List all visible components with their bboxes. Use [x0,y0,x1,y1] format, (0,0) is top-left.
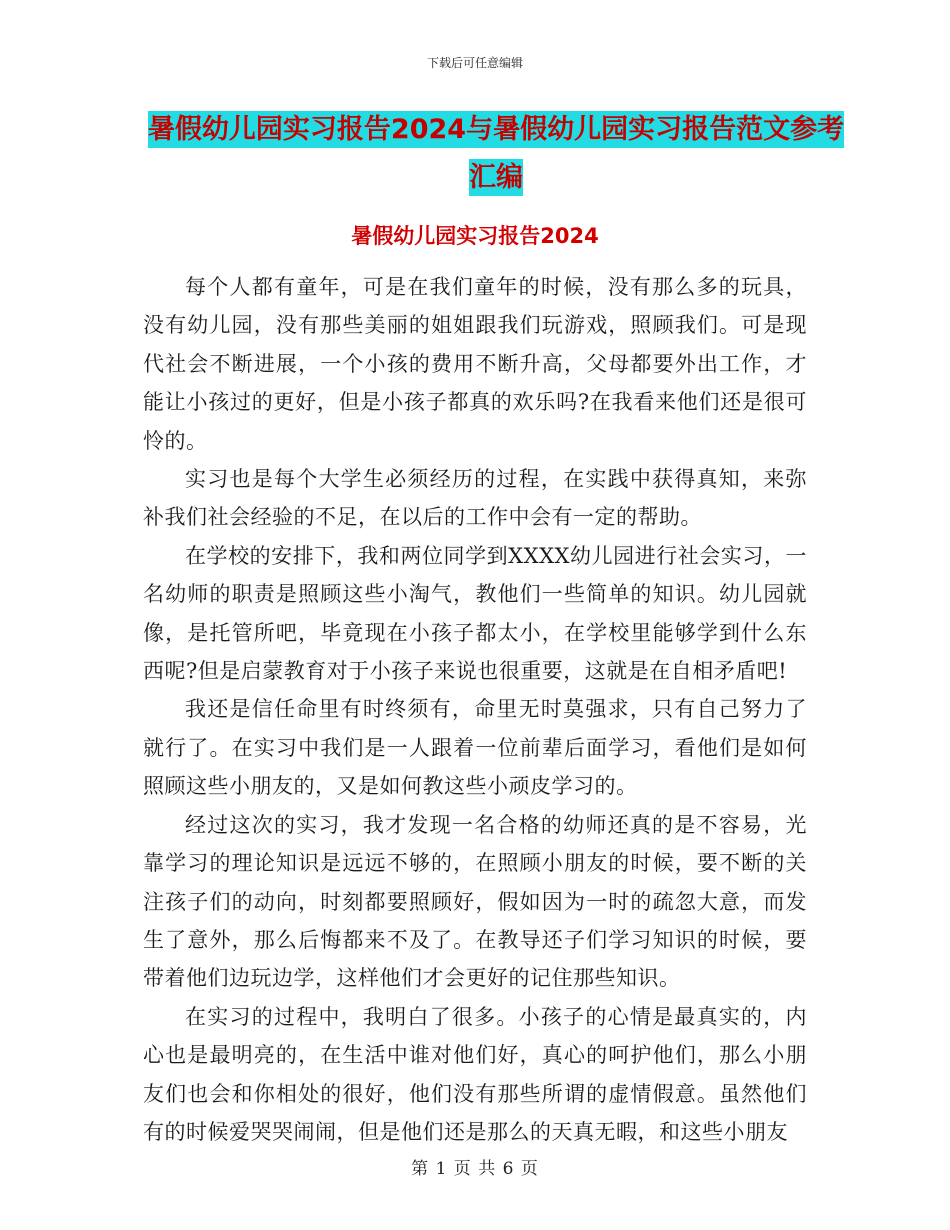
body-text [143,268,807,1151]
section-title: 暑假幼儿园实习报告2024 [351,224,599,248]
paragraph: 在实习的过程中，我明白了很多。小孩子的心情是最真实的，内心也是最明亮的，在生活中谁对他们好，真心的呵护他们，那么小朋友们也会和你相处的很好，他们没有那些所谓的虚情假意。虽然他们有的时候爱哭哭闹闹，但是他们还是那么的天真无暇，和这些小朋友 [143,1004,807,1144]
document-title [140,106,852,202]
header-note: 下载后可任意编辑 [426,56,523,70]
paragraph: 每个人都有童年，可是在我们童年的时候，没有那么多的玩具，没有幼儿园，没有那些美丽的姐姐跟我们玩游戏，照顾我们。可是现代社会不断进展，一个小孩的费用不断升高，父母都要外出工作，才能让小孩过的更好，但是小孩子都真的欢乐吗?在我看来他们还是很可怜的。 [143,275,807,453]
document-title-text: 暑假幼儿园实习报告2024与暑假幼儿园实习报告范文参考汇编 [148,111,844,196]
paragraph: 我还是信任命里有时终须有，命里无时莫强求，只有自己努力了就行了。在实习中我们是一人跟着一位前辈后面学习，看他们是如何照顾这些小朋友的，又是如何教这些小顽皮学习的。 [143,697,807,799]
page-footer: 第 1 页 共 6 页 [411,1159,539,1179]
paragraph: 经过这次的实习，我才发现一名合格的幼师还真的是不容易，光靠学习的理论知识是远远不够的，在照顾小朋友的时候，要不断的关注孩子们的动向，时刻都要照顾好，假如因为一时的疏忽大意，而发生了意外，那么后悔都来不及了。在教导还子们学习知识的时候，要带着他们边玩边学，这样他们才会更好的记住那些知识。 [143,812,807,991]
paragraph: 实习也是每个大学生必须经历的过程，在实践中获得真知，来弥补我们社会经验的不足，在以后的工作中会有一定的帮助。 [143,467,807,530]
paragraph: 在学校的安排下，我和两位同学到XXXX幼儿园进行社会实习，一名幼师的职责是照顾这些小淘气，教他们一些简单的知识。幼儿园就像，是托管所吧，毕竟现在小孩子都太小，在学校里能够学到什么东西呢?但是启蒙教育对于小孩子来说也很重要，这就是在自相矛盾吧! [143,543,807,684]
